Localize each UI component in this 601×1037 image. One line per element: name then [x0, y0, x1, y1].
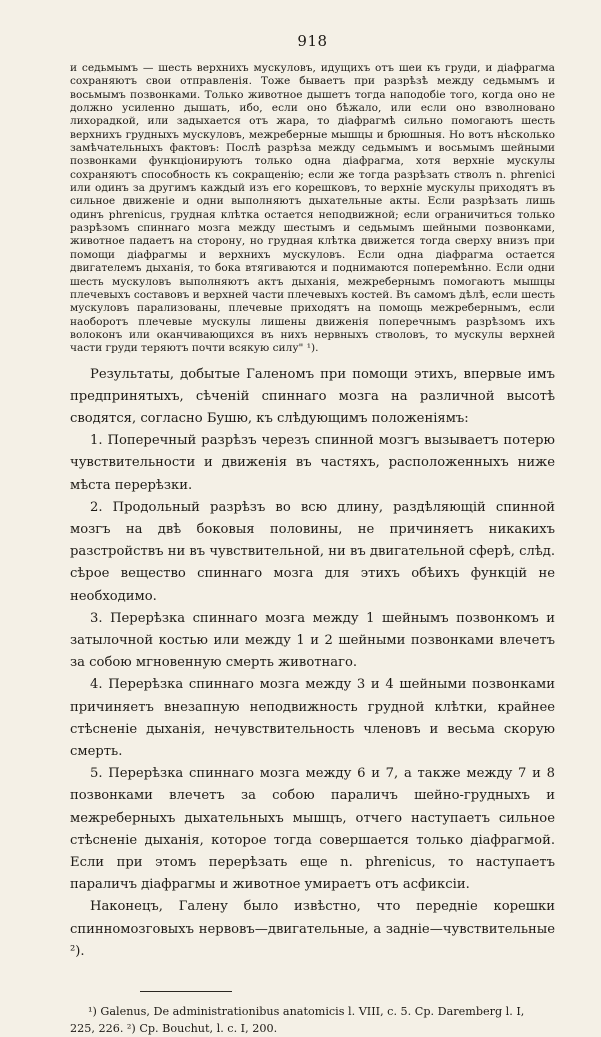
- body-paragraph-1: 1. Поперечный разрѣзъ черезъ спинной мозгъ вызываетъ потерю чувствительности и движенія въ частяхъ, расположенныхъ ниже мѣста перерѣзки.: [70, 433, 555, 493]
- main-text: [70, 364, 555, 963]
- footnotes: [70, 1004, 555, 1037]
- footnote-line-2: 225, 226. ²) Cp. Bouchut, l. c. I, 200.: [70, 1021, 278, 1035]
- body-paragraph-conclusion: Наконецъ, Галену было извѣстно, что передніе корешки спинномозговыхъ нервовъ—двигательные, а задніе—чувствительные ²).: [70, 899, 555, 959]
- footnote-line-1: ¹) Galenus, De administrationibus anatomicis l. VIII, c. 5. Cp. Daremberg l. I,: [88, 1005, 525, 1019]
- body-paragraph-5: 5. Перерѣзка спиннаго мозга между 6 и 7, а также между 7 и 8 позвонками влечетъ за собою параличъ шейно-грудныхъ и межреберныхъ дыхательныхъ мышцъ, отчего наступаетъ сильное стѣсненіе дыханія, которое тогда совершается только діафрагмой. Если при этомъ перерѣзать еще n. phrenicus, то наступаетъ параличъ діафрагмы и животное умираетъ отъ асфиксіи.: [70, 766, 555, 893]
- body-paragraph-intro: Результаты, добытые Галеномъ при помощи этихъ, впервые имъ предпринятыхъ, сѣченій спиннаго мозга на различной высотѣ сводятся, согласно Бушю, къ слѣдующимъ положеніямъ:: [70, 366, 555, 426]
- quoted-passage: [70, 62, 555, 356]
- body-paragraph-4: 4. Перерѣзка спиннаго мозга между 3 и 4 шейными позвонками причиняетъ внезапную неподвижность грудной клѣтки, крайнее стѣсненіе дыханія, нечувствительность членовъ и весьма скорую смерть.: [70, 677, 555, 760]
- footnote-divider: [140, 991, 232, 992]
- quote-paragraph: и седьмымъ — шесть верхнихъ мускуловъ, идущихъ отъ шеи къ груди, и діафрагма сохраняютъ свои отправленія. Тоже бываетъ при разрѣзѣ между седьмымъ и восьмымъ позвонками. Только животное дышетъ тогда наподобіе того, когда оно не должно усиленно дышать, ибо, если оно бѣжало, или если оно взволновано лихорадкой, или задыхается отъ жара, то діафрагмѣ сильно помогаютъ шесть верхнихъ грудныхъ мускуловъ, межреберные мышцы и брюшныя. Но вотъ нѣсколько замѣчательныхъ фактовъ: Послѣ разрѣза между седьмымъ и восьмымъ шейными позвонками функціонируютъ только одна діафрагма, хотя верхніе мускулы сохраняютъ способность къ сокращенію; если же тогда разрѣзать стволъ n. phrenici или одинъ за другимъ каждый изъ его корешковъ, то верхніе мускулы приходятъ въ сильное движеніе и одни выполняютъ дыхательные акты. Если разрѣзать лишь одинъ phrenicus, грудная клѣтка остается неподвижной; если ограничиться только разрѣзомъ спиннаго мозга между шестымъ и седьмымъ шейными позвонками, животное падаетъ на сторону, но грудная клѣтка движется тогда сверху внизъ при помощи діафрагмы и верхнихъ мускуловъ. Если одна діафрагма остается двигателемъ дыханія, то бока втягиваются и поднимаются поперемѣнно. Если одни шесть мускуловъ выполняютъ актъ дыханія, межребернымъ помогаютъ мышцы плечевыхъ составовъ и верхней части плечевыхъ костей. Въ самомъ дѣлѣ, если шесть мускуловъ парализованы, плечевые приходятъ на помощь межребернымъ, если наоборотъ плечевые мускулы лишены движенія поперечнымъ разрѣзомъ ихъ волоконъ или оканчивающихся въ нихъ нервныхъ стволовъ, то мускулы верхней части груди теряютъ почти всякую силу" ¹).: [70, 62, 555, 355]
- body-paragraph-3: 3. Перерѣзка спиннаго мозга между 1 шейнымъ позвонкомъ и затылочной костью или между 1 и 2 шейными позвонками влечетъ за собою мгновенную смерть животнаго.: [70, 610, 555, 671]
- body-paragraph-2: 2. Продольный разрѣзъ во всю длину, раздѣляющій спинной мозгъ на двѣ боковыя половины, не причиняетъ никакихъ разстройствъ ни въ чувствительной, ни въ двигательной сферѣ, слѣд. сѣрое вещество спиннаго мозга для этихъ обѣихъ функцій не необходимо.: [70, 499, 556, 604]
- page-number: 918: [297, 32, 328, 50]
